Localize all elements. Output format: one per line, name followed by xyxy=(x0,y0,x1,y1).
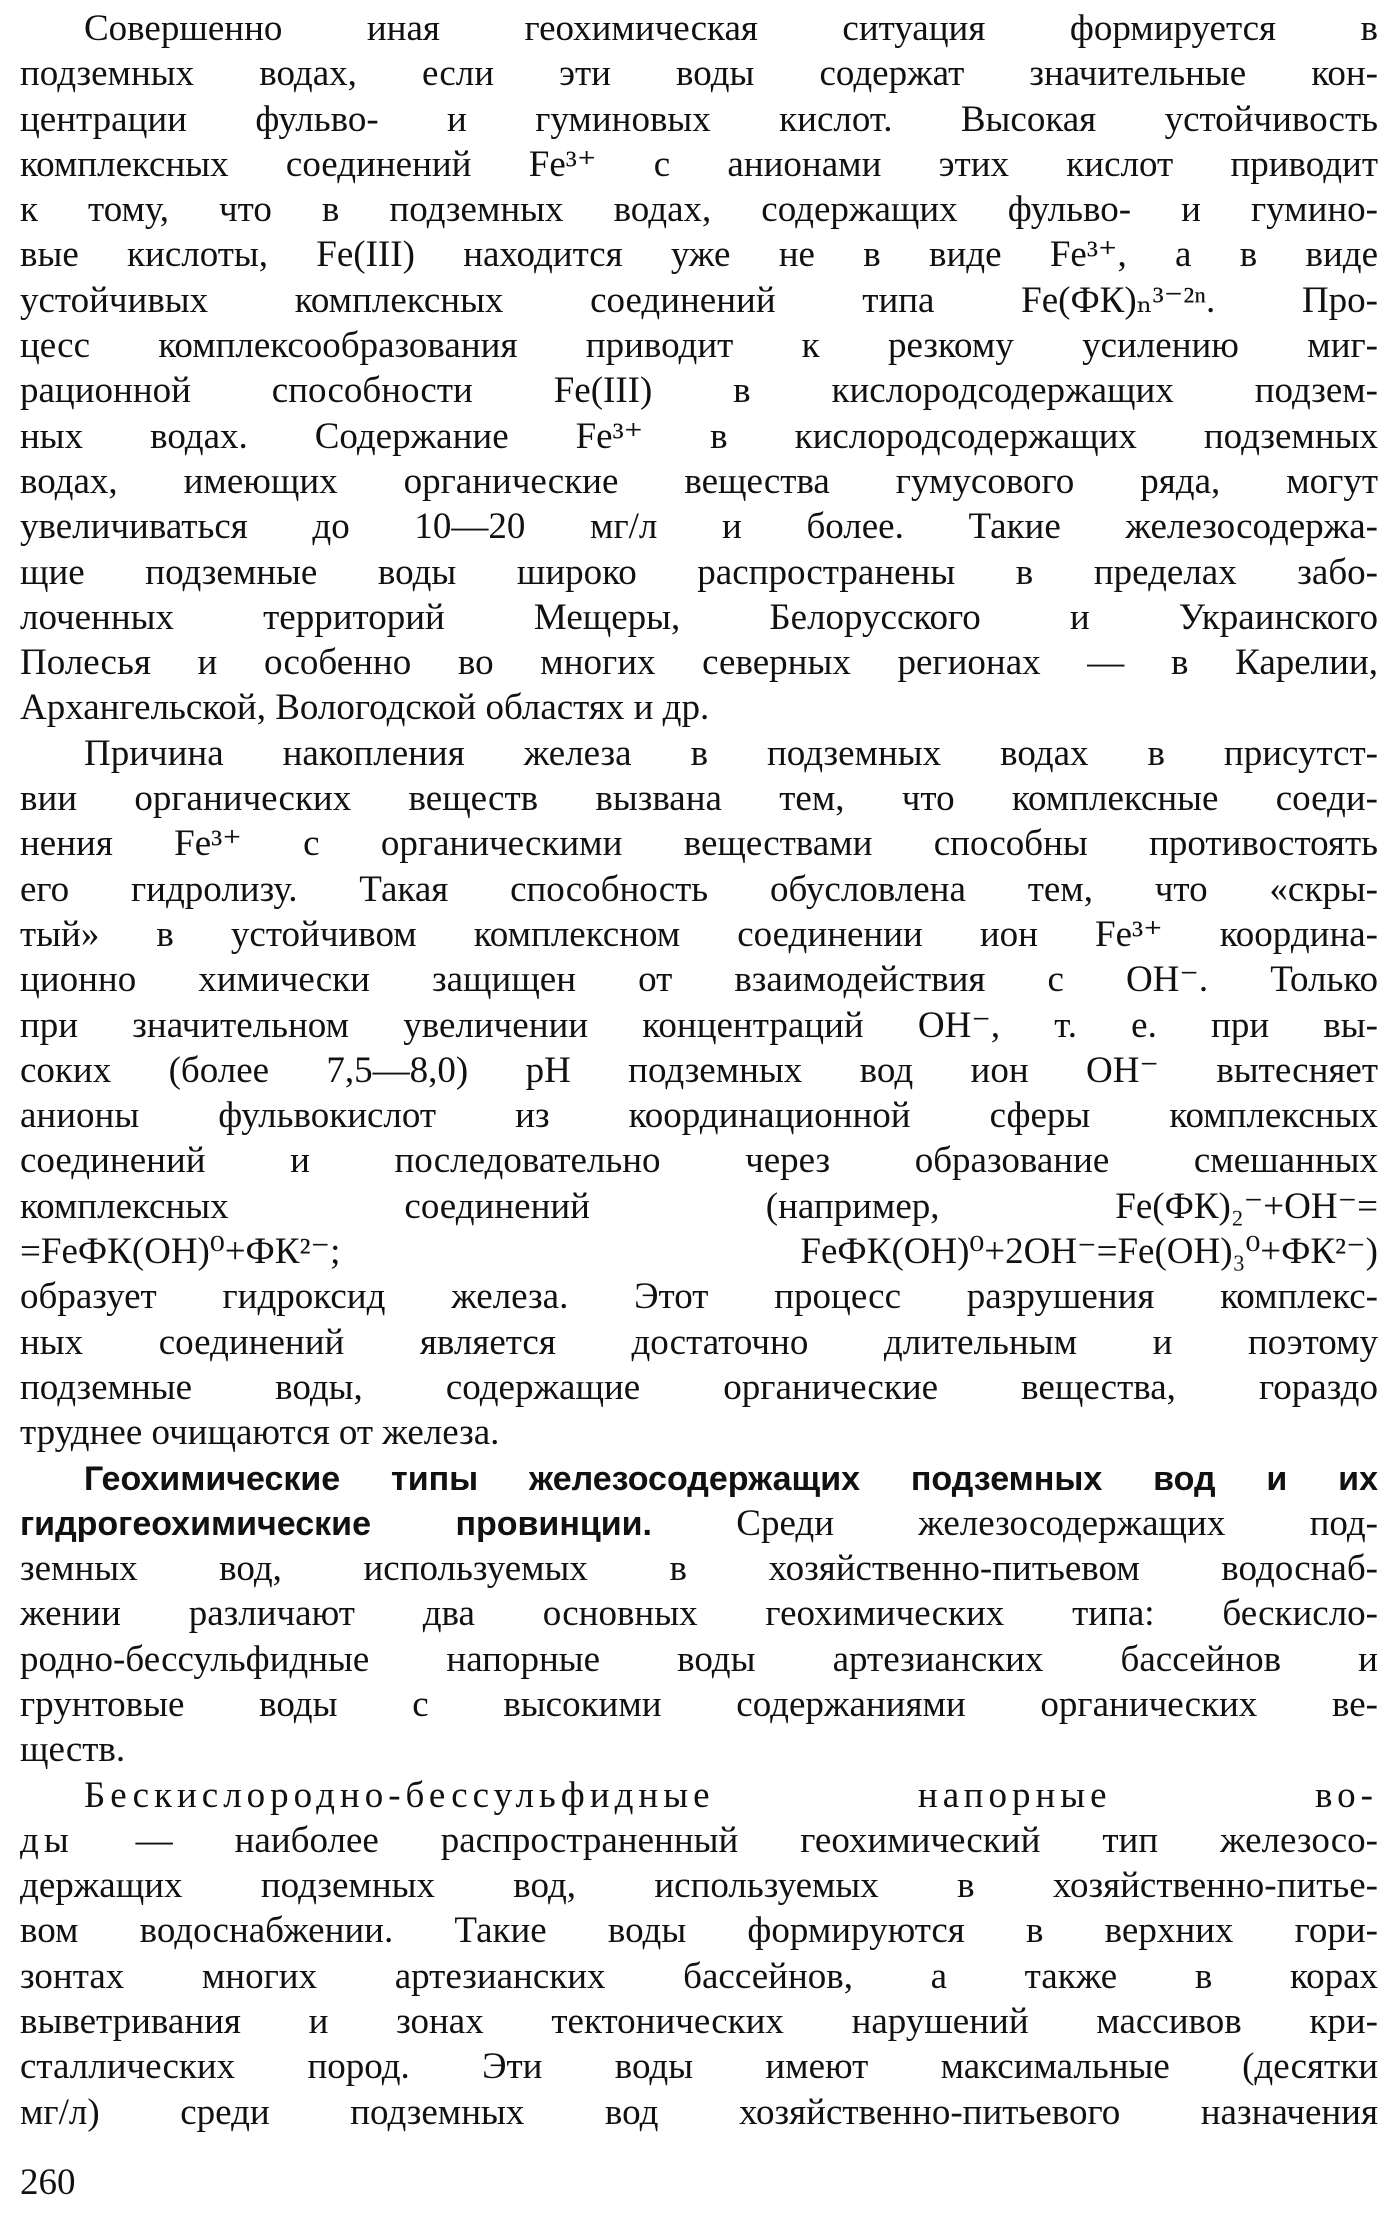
text-line: вом водоснабжении. Такие воды формируются в верхних гори- xyxy=(20,1910,1378,1952)
text-line: жении различают два основных геохимических типа: бескисло- xyxy=(20,1593,1378,1635)
text-line: нения Fe³⁺ с органическими веществами способны противостоять xyxy=(20,823,1378,865)
text-line: комплексных соединений Fe³⁺ с анионами этих кислот приводит xyxy=(20,143,1378,185)
text-line xyxy=(20,1818,1378,1863)
text-line: труднее очищаются от железа. xyxy=(20,1412,500,1454)
section-heading-continued: гидрогеохимические провинции. xyxy=(20,1504,653,1543)
text-line: Совершенно иная геохимическая ситуация формируется в xyxy=(84,8,1378,49)
text-line: грунтовые воды с высокими содержаниями органических ве- xyxy=(20,1683,1378,1725)
text-line: вые кислоты, Fe(III) находится уже не в виде Fe³⁺, а в виде xyxy=(20,234,1378,276)
text-line: ществ. xyxy=(20,1729,126,1771)
text-line: анионы фульвокислот из координационной сферы комплексных xyxy=(20,1095,1378,1137)
text-line: выветривания и зонах тектонических нарушений массивов кри- xyxy=(20,2001,1378,2043)
text-run: — наиболее распространенный геохимический тип железосо- xyxy=(73,1819,1378,1861)
text-line: цесс комплексообразования приводит к резкому усилению миг- xyxy=(20,325,1378,367)
text-line: тый» в устойчивом комплексном соединении ион Fe³⁺ координа- xyxy=(20,913,1378,955)
text-line: образует гидроксид железа. Этот процесс разрушения комплекс- xyxy=(20,1276,1378,1318)
text-line: Причина накопления железа в подземных водах в присутст- xyxy=(84,732,1378,774)
text-run: Среди железосодержащих под- xyxy=(652,1502,1378,1544)
text-line: мг/л) среди подземных вод хозяйственно-питьевого назначения xyxy=(20,2091,1378,2133)
text-line: подземные воды, содержащие органические вещества, гораздо xyxy=(20,1366,1378,1408)
text-line: ных водах. Содержание Fe³⁺ в кислородсодержащих подземных xyxy=(20,415,1378,457)
text-line: при значительном увеличении концентраций OH⁻, т. е. при вы- xyxy=(20,1004,1378,1046)
text-line: подземных водах, если эти воды содержат значительные кон- xyxy=(20,53,1378,95)
page-text xyxy=(20,6,1378,2135)
text-line: к тому, что в подземных водах, содержащих фульво- и гумино- xyxy=(20,189,1378,231)
text-line: увеличиваться до 10—20 мг/л и более. Такие железосодержа- xyxy=(20,506,1378,548)
text-line: его гидролизу. Такая способность обусловлена тем, что «скры- xyxy=(20,868,1378,910)
text-line: Архангельской, Вологодской областях и др. xyxy=(20,687,710,729)
paragraph-1 xyxy=(20,6,1378,731)
text-line: держащих подземных вод, используемых в хозяйственно-питье- xyxy=(20,1865,1378,1907)
text-line: родно-бессульфидные напорные воды артезианских бассейнов и xyxy=(20,1638,1378,1680)
spaced-term: Бескислородно-бессульфидные напорные во- xyxy=(84,1774,1378,1816)
paragraph-3 xyxy=(20,1456,1378,1773)
text-line: вии органических веществ вызвана тем, что комплексные соеди- xyxy=(20,778,1378,820)
text-line: сталлических пород. Эти воды имеют максимальные (десятки xyxy=(20,2046,1378,2088)
text-line xyxy=(20,1501,1378,1546)
text-line: ционно химически защищен от взаимодействия с OH⁻. Только xyxy=(20,959,1378,1001)
text-line: соких (более 7,5—8,0) pH подземных вод ион OH⁻ вытесняет xyxy=(20,1049,1378,1091)
text-line: ных соединений является достаточно длительным и поэтому xyxy=(20,1321,1378,1363)
section-heading: Геохимические типы железосодержащих подземных вод и их xyxy=(84,1459,1378,1498)
page-number: 260 xyxy=(20,2162,76,2203)
paragraph-4 xyxy=(20,1773,1378,2135)
text-line: комплексных соединений (например, Fe(ФК)₂⁻+OH⁻= xyxy=(20,1185,1378,1227)
spaced-term-continued: ды xyxy=(20,1819,74,1861)
text-line: лоченных территорий Мещеры, Белорусского и Украинского xyxy=(20,596,1378,638)
formula-line: =FeФК(OH)⁰+ФК²⁻; FeФК(OH)⁰+2OH⁻=Fe(OH)₃⁰+ФК²⁻) xyxy=(20,1231,1378,1273)
text-line xyxy=(20,1773,1378,1818)
text-line: щие подземные воды широко распространены в пределах забо- xyxy=(20,551,1378,593)
text-line: Полесья и особенно во многих северных регионах — в Карелии, xyxy=(20,642,1378,684)
text-line: устойчивых комплексных соединений типа Fe(ФК)ₙ³⁻²ⁿ. Про- xyxy=(20,279,1378,321)
text-line: соединений и последовательно через образование смешанных xyxy=(20,1140,1378,1182)
text-line: рационной способности Fe(III) в кислородсодержащих подзем- xyxy=(20,370,1378,412)
text-line: водах, имеющих органические вещества гумусового ряда, могут xyxy=(20,460,1378,502)
text-line xyxy=(20,1456,1378,1501)
paragraph-2 xyxy=(20,731,1378,1456)
text-line: зонтах многих артезианских бассейнов, а также в корах xyxy=(20,1955,1378,1997)
text-line: земных вод, используемых в хозяйственно-питьевом водоснаб- xyxy=(20,1548,1378,1590)
text-line: центрации фульво- и гуминовых кислот. Высокая устойчивость xyxy=(20,98,1378,140)
